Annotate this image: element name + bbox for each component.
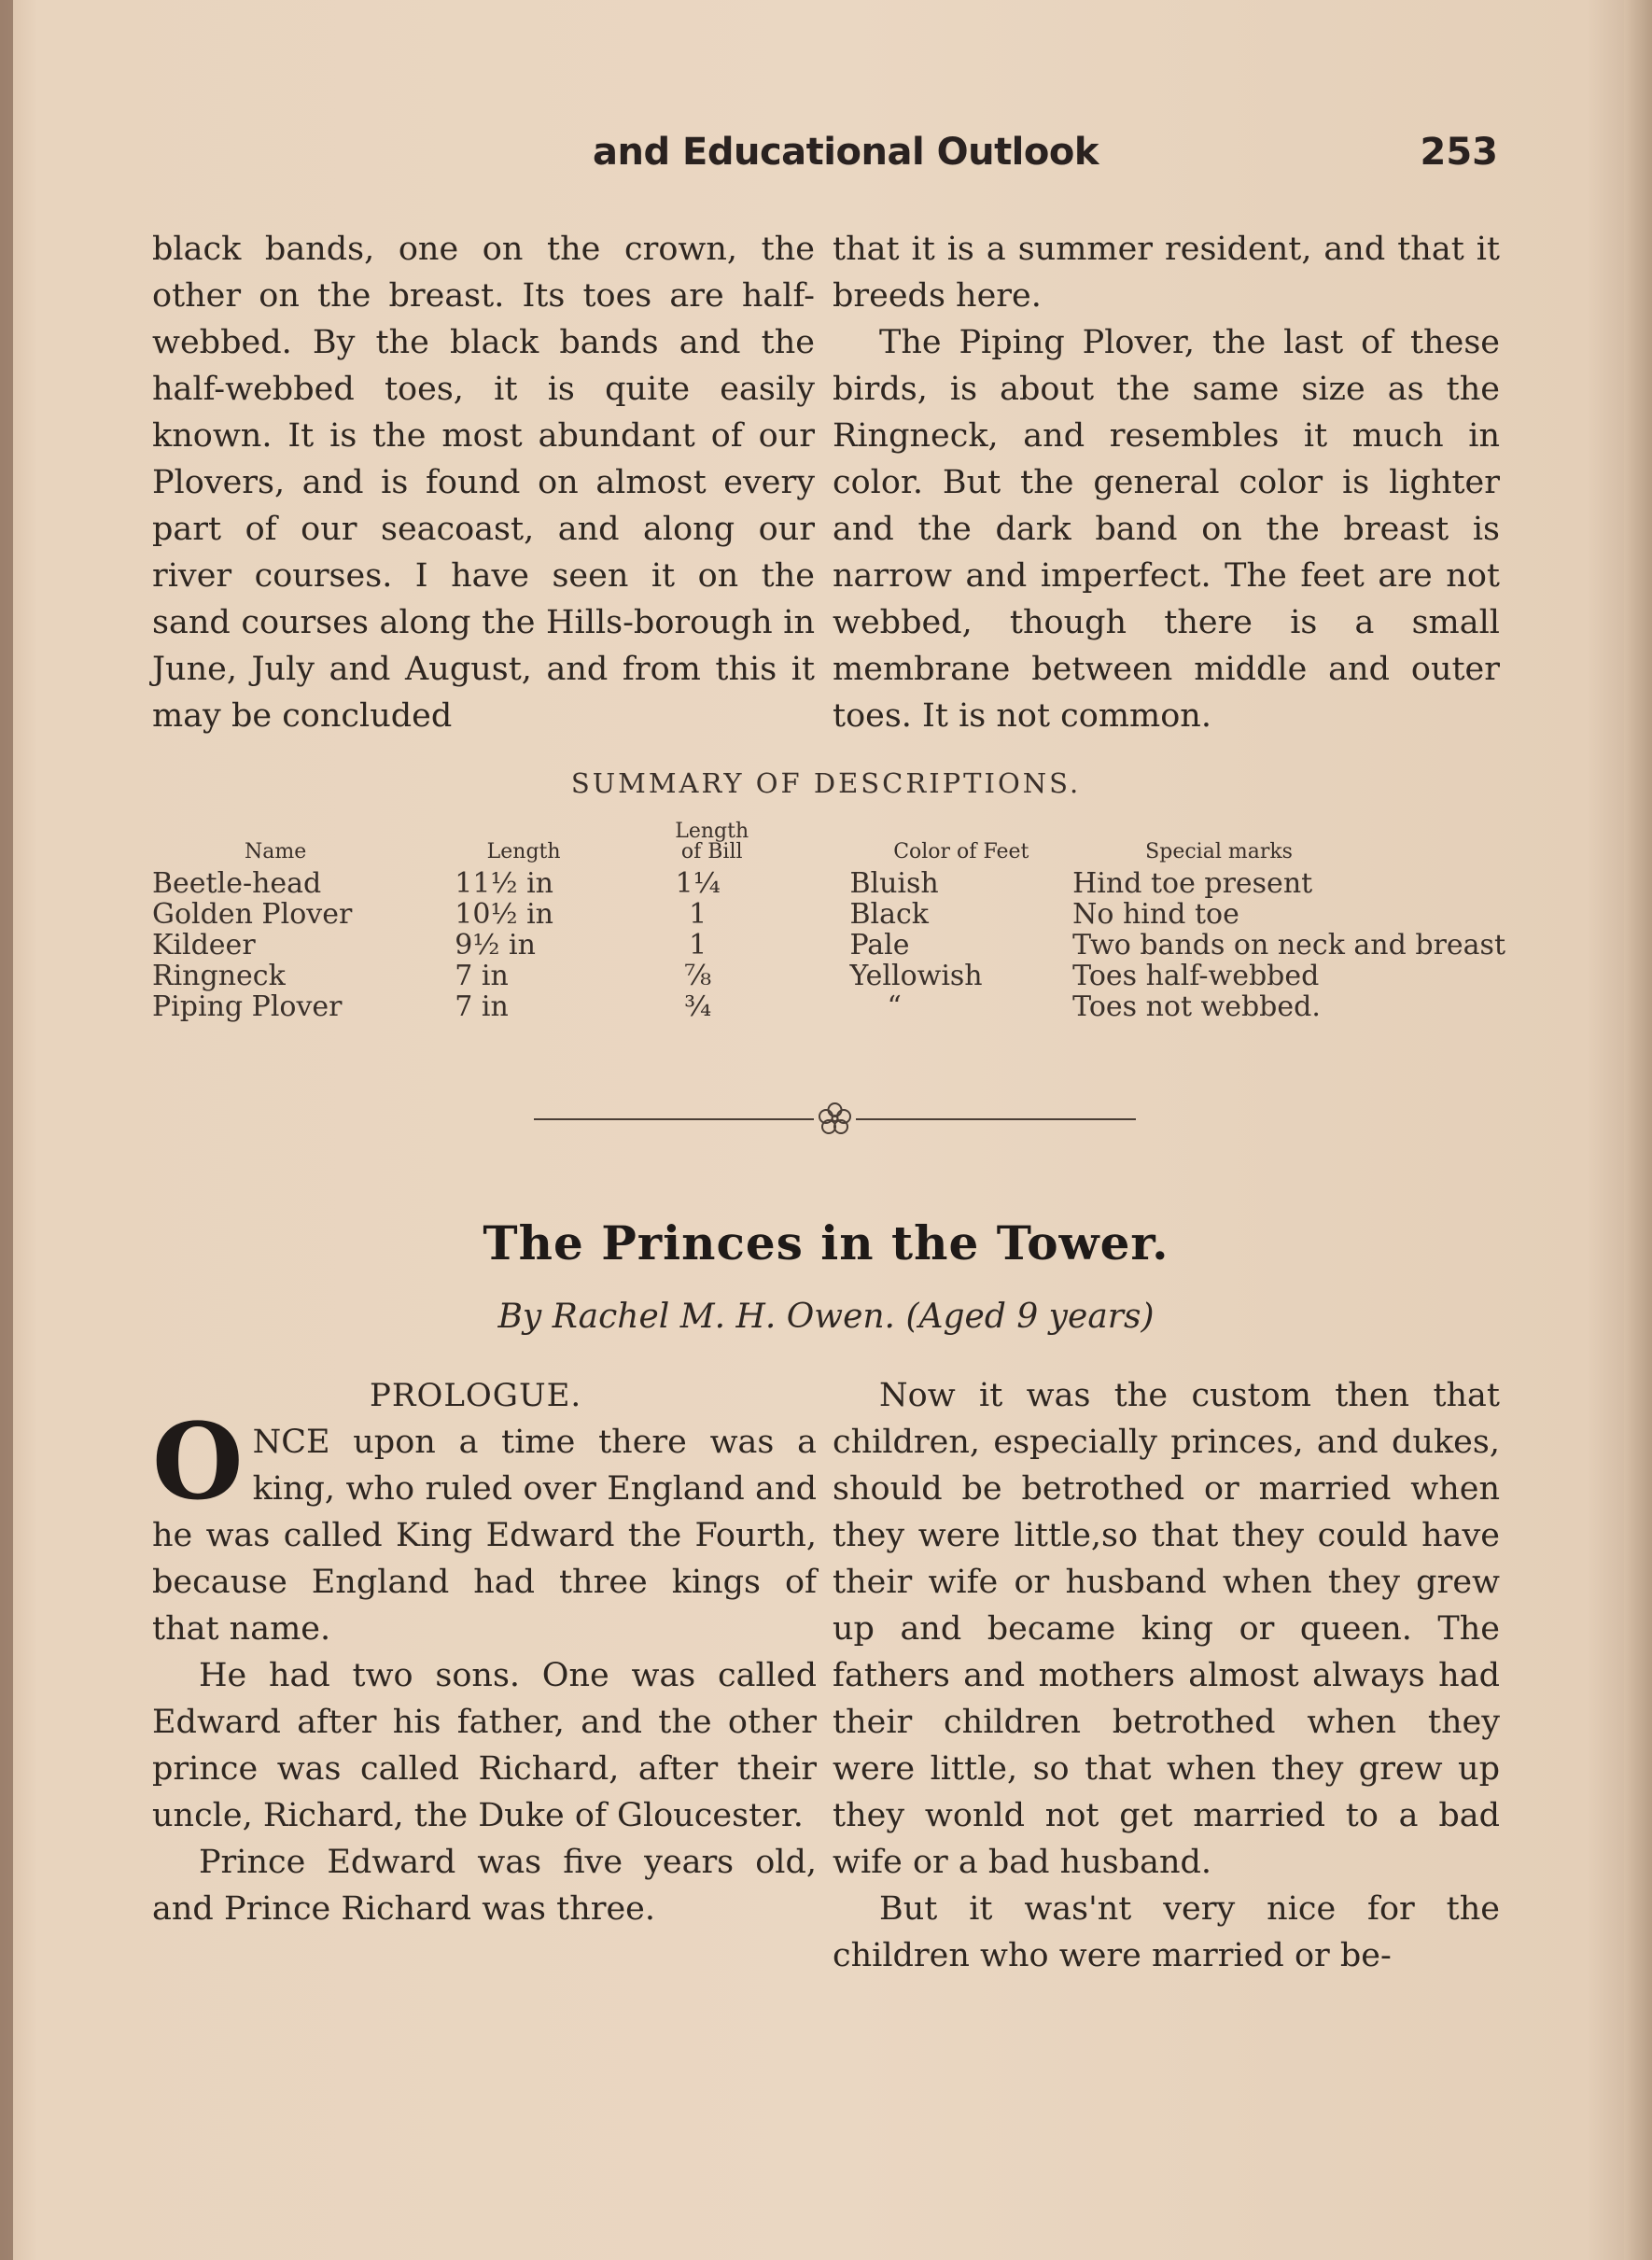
cell-feet: Bluish — [849, 867, 939, 900]
table-row — [152, 991, 1505, 1022]
column-header-marks: Special marks — [1145, 840, 1293, 863]
paragraph: Now it was the custom then that children, especially princes, and dukes, should be betrothed or married when they were little,so that they could have their wife or husband when they grew up and became king or queen. The fathers and mothers almost always had their children betrothed when they were little, so that when they grew up they wonld not get married to a bad wife or a bad husband. — [833, 1377, 1500, 1881]
top-left-column — [152, 226, 815, 739]
paragraph: Prince Edward was five years old, and Prince Richard was three. — [152, 1844, 817, 1928]
cell-name: Kildeer — [152, 929, 256, 962]
table-row — [152, 868, 1505, 899]
cell-length: 9½ in — [455, 929, 536, 962]
paragraph — [152, 1401, 817, 1652]
summary-title: SUMMARY OF DESCRIPTIONS. — [570, 767, 1082, 799]
table-row — [152, 899, 1505, 930]
cell-name: Golden Plover — [152, 898, 353, 931]
page-header — [154, 131, 1498, 187]
cell-marks: No hind toe — [1072, 898, 1239, 931]
cell-marks: Toes half-webbed — [1072, 960, 1320, 992]
cell-length: 11½ in — [455, 867, 553, 900]
article-title: The Princes in the Tower. — [483, 1215, 1169, 1270]
cell-bill: ⅞ — [684, 960, 712, 992]
bottom-left-column — [152, 1372, 817, 1932]
page-number: 253 — [1420, 131, 1498, 174]
binding-edge — [0, 0, 13, 2260]
prologue-heading: PROLOGUE. — [370, 1377, 582, 1414]
table-header-row — [152, 821, 1505, 868]
paragraph: that it is a summer resident, and that it breeds here. — [833, 231, 1500, 315]
cell-marks: Hind toe present — [1072, 867, 1313, 900]
column-header-bill — [630, 821, 849, 868]
drop-cap: O — [152, 1401, 244, 1523]
divider-line-left — [534, 1118, 814, 1120]
summary-table — [152, 821, 1505, 1022]
paragraph: black bands, one on the crown, the other on the breast. Its toes are half-webbed. By the black bands and the half-webbed toes, it is quite easily known. It is the most abundant of our Plovers, and is found on almost every part of our seacoast, and along our river courses. I have seen it on the sand courses along the Hills-borough in June, July and August, and from this it may be concluded — [152, 231, 815, 735]
article-byline: By Rachel M. H. Owen. (Aged 9 years) — [497, 1298, 1155, 1336]
flower-ornament-icon — [814, 1100, 856, 1137]
running-title: and Educational Outlook — [593, 131, 1099, 174]
cell-length: 7 in — [455, 960, 509, 992]
cell-name: Piping Plover — [152, 990, 343, 1023]
cell-marks: Toes not webbed. — [1072, 990, 1321, 1023]
section-divider — [534, 1100, 1136, 1137]
cell-feet: Black — [849, 898, 929, 931]
cell-name: Beetle-head — [152, 867, 322, 900]
column-header-name: Name — [245, 840, 307, 863]
bill-header-text: Length of Bill — [675, 820, 749, 863]
cell-feet: Yellowish — [849, 960, 983, 992]
table-row — [152, 930, 1505, 961]
cell-length: 7 in — [455, 990, 509, 1023]
paragraph: The Piping Plover, the last of these birds, is about the same size as the Ringneck, and resembles it much in color. But the general color is lighter and the dark band on the breast is narrow and imperfect. The feet are not webbed, though there is a small membrane between middle and outer toes. It is not common. — [833, 324, 1500, 735]
cell-feet: Pale — [849, 929, 910, 962]
bottom-right-column — [833, 1372, 1500, 1979]
paragraph: But it was'nt very nice for the children who were married or be- — [833, 1890, 1500, 1974]
page-edge — [1624, 0, 1652, 2260]
top-right-column — [833, 226, 1500, 739]
cell-bill: 1 — [689, 929, 707, 962]
paragraph: He had two sons. One was called Edward after his father, and the other prince was called Richard, after their uncle, Richard, the Duke of Gloucester. — [152, 1657, 817, 1834]
divider-line-right — [856, 1118, 1136, 1120]
cell-bill: 1 — [689, 898, 707, 931]
cell-bill: 1¼ — [675, 867, 721, 900]
cell-bill: ¾ — [684, 990, 712, 1023]
cell-length: 10½ in — [455, 898, 553, 931]
column-header-feet: Color of Feet — [893, 840, 1029, 863]
paragraph-text: NCE upon a time there was a king, who ruled over England and he was called King Edward the Fourth, because England had three kings of that name. — [152, 1424, 817, 1648]
table-row — [152, 961, 1505, 991]
cell-feet: “ — [887, 990, 902, 1023]
column-header-length: Length — [486, 840, 561, 863]
cell-marks: Two bands on neck and breast — [1072, 929, 1505, 962]
cell-name: Ringneck — [152, 960, 286, 992]
